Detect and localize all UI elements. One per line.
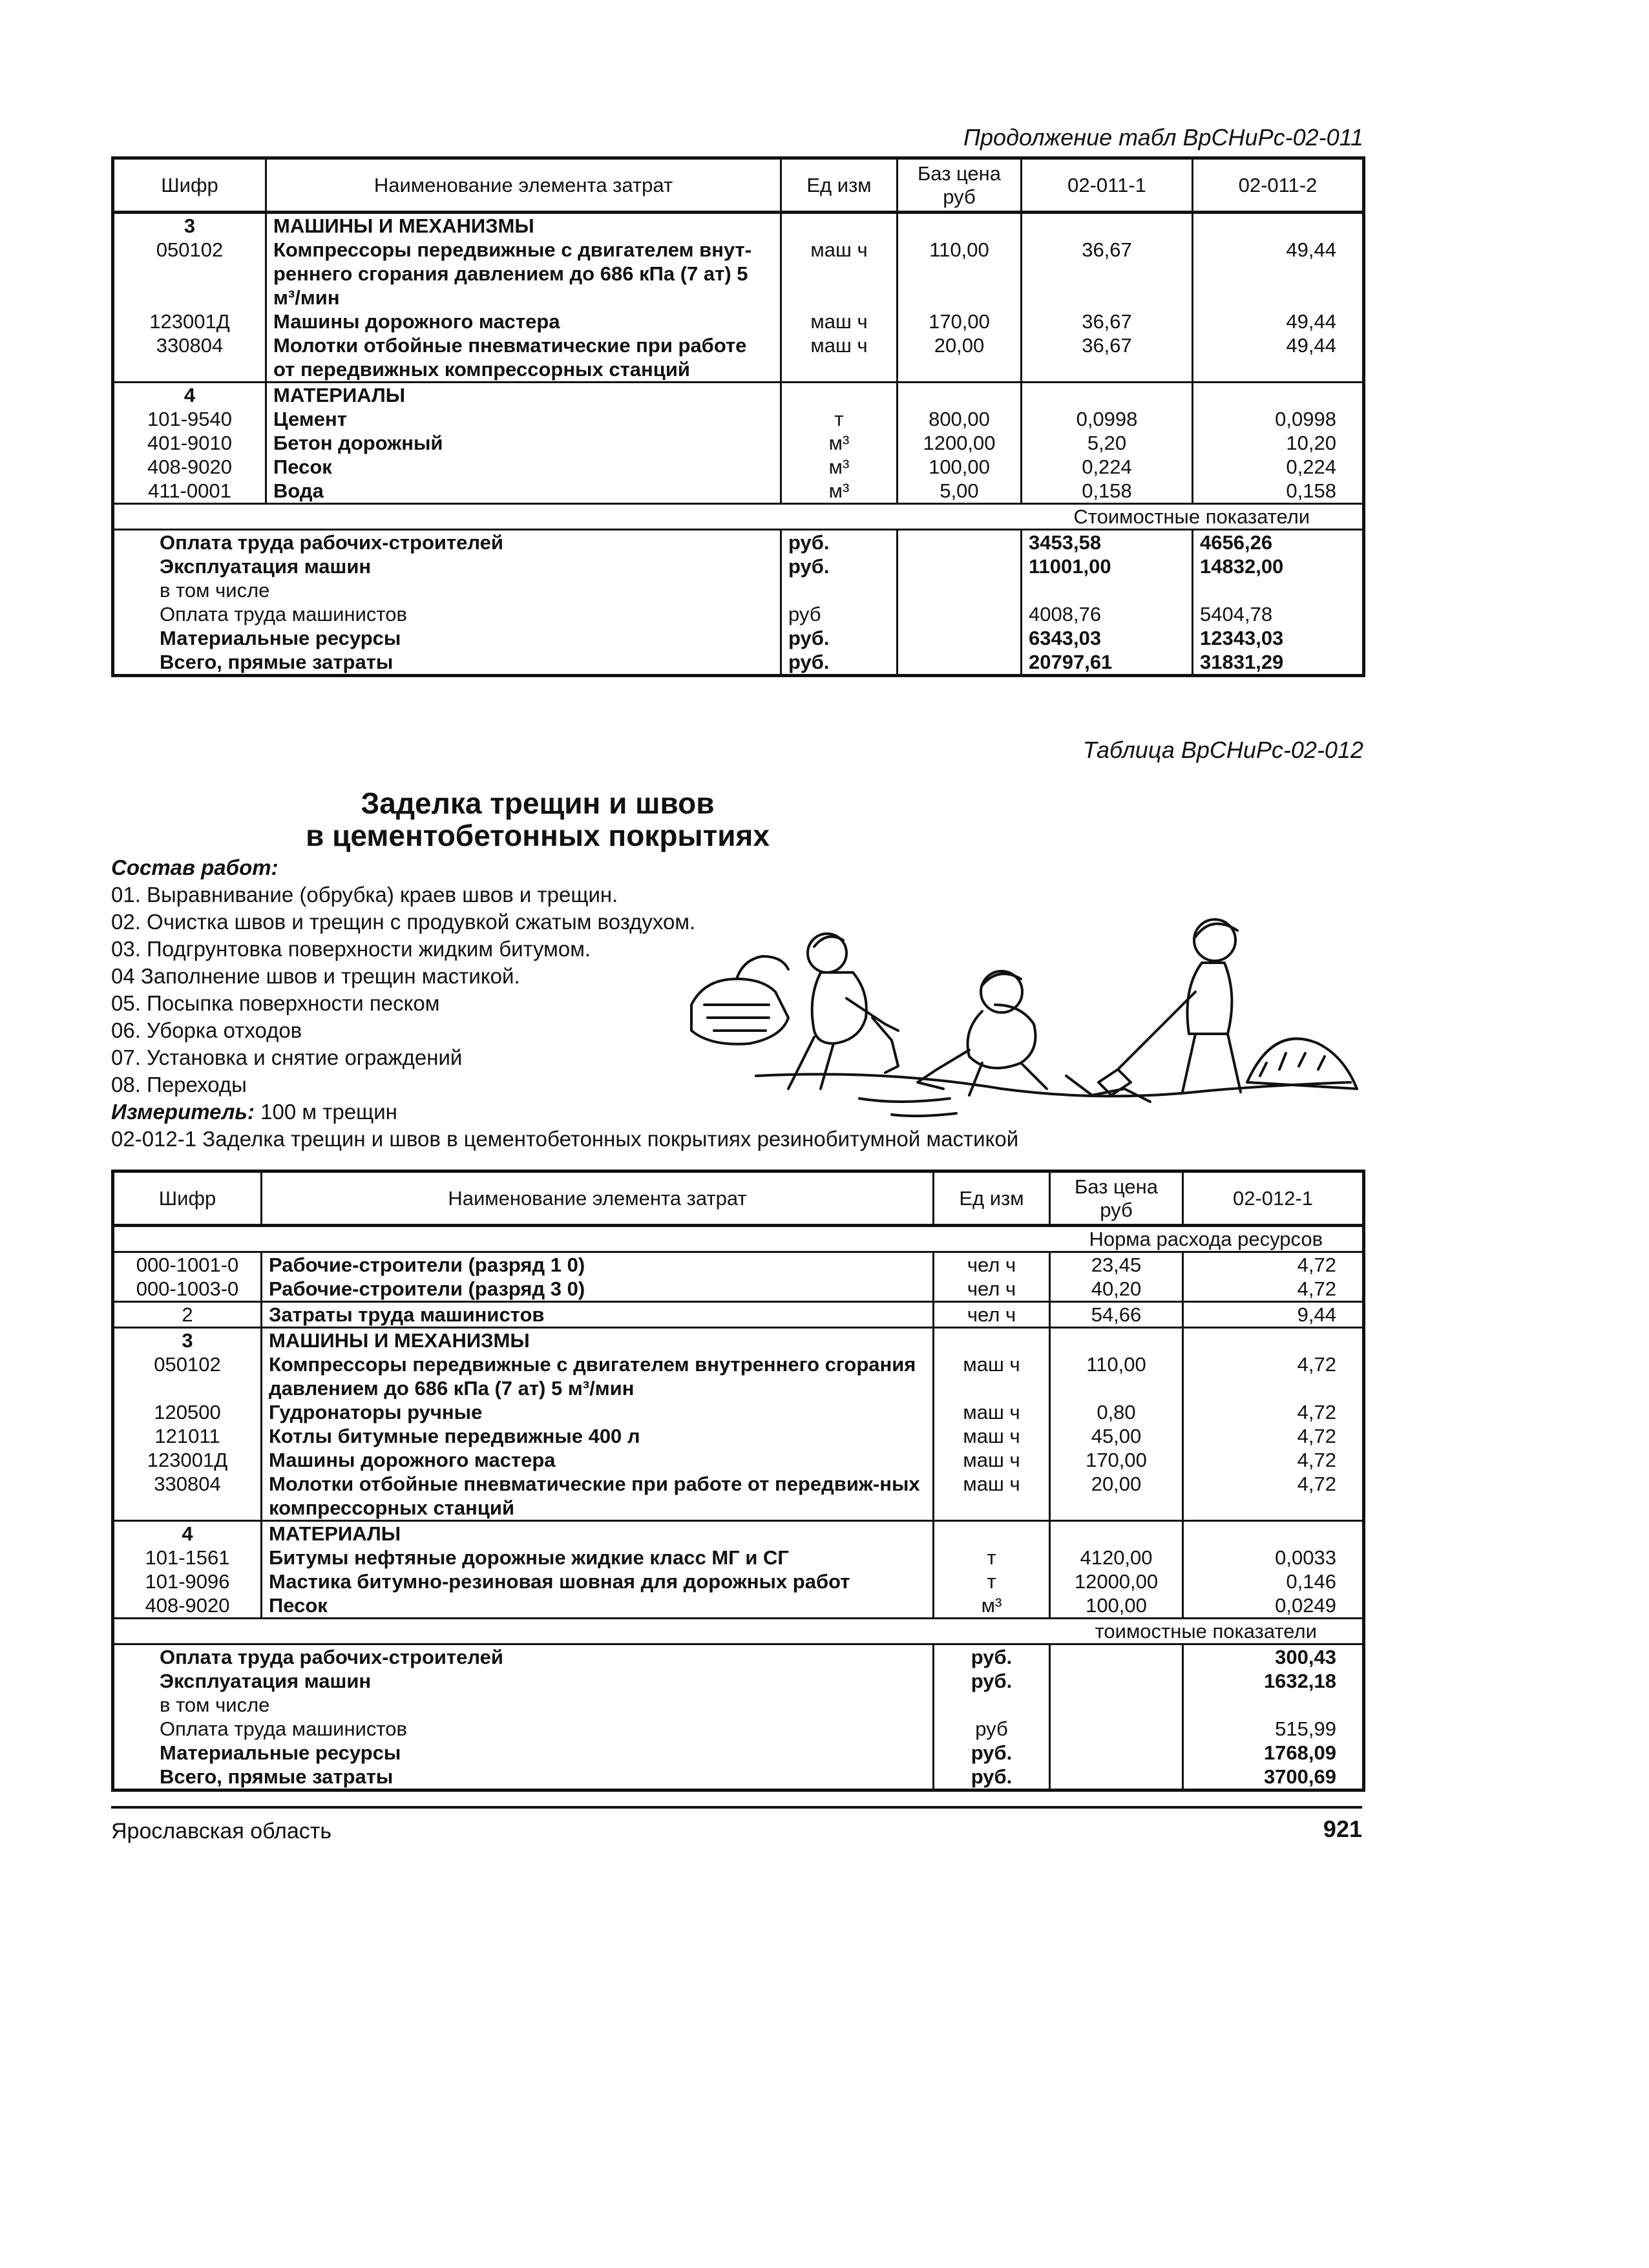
row-name: Затраты труда машинистов bbox=[262, 1302, 934, 1328]
cost-unit: руб. bbox=[934, 1669, 1050, 1693]
section-title: МАШИНЫ И МЕХАНИЗМЫ bbox=[266, 213, 781, 238]
row-name: Машины дорожного мастера bbox=[266, 310, 781, 333]
empty-cell bbox=[781, 383, 898, 408]
cost-unit: руб. bbox=[781, 626, 898, 650]
row-code: 408-9020 bbox=[145, 1594, 230, 1617]
table-row bbox=[113, 1277, 1364, 1302]
header-name: Наименование элемента затрат bbox=[262, 1171, 934, 1226]
cost-value-1: 20797,61 bbox=[1022, 650, 1193, 676]
row-name: Компрессоры передвижные с двигателем внут-реннего сгорания давлением до 686 кПа (7 ат) 5 м³/мин bbox=[266, 238, 781, 310]
cost-name: Оплата труда машинистов bbox=[160, 603, 407, 625]
table-row bbox=[113, 1472, 1364, 1521]
empty-cell bbox=[934, 1521, 1050, 1546]
table-row bbox=[113, 455, 1364, 479]
cost-row bbox=[113, 602, 1364, 626]
row-price: 110,00 bbox=[1050, 1352, 1183, 1400]
cost-name: Всего, прямые затраты bbox=[160, 1765, 394, 1788]
cost-row bbox=[113, 530, 1364, 555]
cost-unit bbox=[934, 1693, 1050, 1717]
empty-cell bbox=[1050, 1693, 1183, 1717]
row-value-1: 4,72 bbox=[1183, 1400, 1364, 1424]
subtitle: 02-012-1 Заделка трещин и швов в цементобетонных покрытиях резинобитумной мастикой bbox=[111, 1127, 1019, 1151]
row-value-1: 4,72 bbox=[1183, 1352, 1364, 1400]
cost-unit: руб. bbox=[781, 554, 898, 578]
table-row bbox=[113, 1448, 1364, 1472]
row-value-1: 0,146 bbox=[1183, 1570, 1364, 1593]
row-price: 20,00 bbox=[898, 333, 1022, 383]
empty-cell bbox=[1183, 1521, 1364, 1546]
work-item: 01. Выравнивание (обрубка) краев швов и трещин. bbox=[111, 883, 618, 907]
row-unit: маш ч bbox=[934, 1400, 1050, 1424]
header-price: Баз цена руб bbox=[1050, 1171, 1183, 1226]
empty-cell bbox=[113, 1226, 1050, 1252]
footer-region: Ярославская область bbox=[111, 1819, 332, 1843]
header-name: Наименование элемента затрат bbox=[266, 158, 781, 213]
row-value-1: 0,0033 bbox=[1183, 1546, 1364, 1570]
row-name: Песок bbox=[266, 455, 781, 479]
table-row bbox=[113, 1352, 1364, 1400]
row-name: Машины дорожного мастера bbox=[262, 1448, 934, 1472]
row-price: 40,20 bbox=[1050, 1277, 1183, 1302]
cost-unit: руб. bbox=[934, 1741, 1050, 1765]
row-price: 170,00 bbox=[898, 310, 1022, 333]
header-02-011-1: 02-011-1 bbox=[1022, 158, 1193, 213]
row-unit: т bbox=[934, 1570, 1050, 1593]
row-code: 123001Д bbox=[147, 1449, 228, 1471]
row-unit: маш ч bbox=[781, 310, 898, 333]
section-title: МАТЕРИАЛЫ bbox=[262, 1521, 934, 1546]
row-value-2: 49,44 bbox=[1193, 333, 1364, 383]
work-item: 07. Установка и снятие ограждений bbox=[111, 1045, 463, 1069]
section-code: 4 bbox=[113, 1521, 262, 1546]
row-code: 000-1003-0 bbox=[136, 1277, 239, 1300]
empty-cell bbox=[1022, 383, 1193, 408]
cost-row bbox=[113, 1693, 1364, 1717]
row-value-1: 9,44 bbox=[1183, 1302, 1364, 1328]
row-unit: маш ч bbox=[781, 333, 898, 383]
cost-value-2: 12343,03 bbox=[1193, 626, 1364, 650]
cost-row bbox=[113, 1741, 1364, 1765]
row-value-1: 36,67 bbox=[1022, 333, 1193, 383]
cost-table-02-011 bbox=[111, 156, 1365, 677]
norm-header: Норма расхода ресурсов bbox=[1089, 1228, 1323, 1250]
empty-cell bbox=[898, 213, 1022, 238]
row-code: 121011 bbox=[154, 1425, 220, 1447]
row-name: Бетон дорожный bbox=[266, 431, 781, 455]
cost-row bbox=[113, 1765, 1364, 1790]
row-unit: м³ bbox=[781, 455, 898, 479]
row-price: 100,00 bbox=[1050, 1593, 1183, 1619]
table-row bbox=[113, 1400, 1364, 1424]
section-header-row bbox=[113, 1521, 1364, 1546]
table-row bbox=[113, 333, 1364, 383]
cost-value-1: 515,99 bbox=[1183, 1717, 1364, 1741]
empty-cell bbox=[1183, 1328, 1364, 1353]
row-name: Котлы битумные передвижные 400 л bbox=[262, 1424, 934, 1448]
cost-unit bbox=[781, 578, 898, 602]
row-code: 408-9020 bbox=[147, 456, 232, 478]
row-name: Цемент bbox=[266, 407, 781, 431]
row-price: 4120,00 bbox=[1050, 1546, 1183, 1570]
empty-cell bbox=[898, 578, 1022, 602]
cost-value-1: 3453,58 bbox=[1022, 530, 1193, 555]
row-name: Молотки отбойные пневматические при работе от передвиж-ных компрессорных станций bbox=[262, 1472, 934, 1521]
table-row bbox=[113, 1424, 1364, 1448]
work-item: 02. Очистка швов и трещин с продувкой сжатым воздухом. bbox=[111, 910, 696, 934]
row-value-1: 0,0998 bbox=[1022, 407, 1193, 431]
row-value-1: 36,67 bbox=[1022, 310, 1193, 333]
cost-name: Оплата труда машинистов bbox=[160, 1717, 407, 1740]
row-price: 100,00 bbox=[898, 455, 1022, 479]
empty-cell bbox=[1050, 1717, 1183, 1741]
row-value-1: 4,72 bbox=[1183, 1448, 1364, 1472]
row-unit: маш ч bbox=[934, 1448, 1050, 1472]
row-unit: маш ч bbox=[934, 1424, 1050, 1448]
cost-value-2: 14832,00 bbox=[1193, 554, 1364, 578]
row-value-1: 4,72 bbox=[1183, 1472, 1364, 1521]
table1-caption: Продолжение табл ВрСНиРс-02-011 bbox=[963, 124, 1363, 151]
cost-row bbox=[113, 1669, 1364, 1693]
cost-value-2 bbox=[1193, 578, 1364, 602]
table-row bbox=[113, 431, 1364, 455]
cost-header: тоимостные показатели bbox=[1050, 1619, 1364, 1644]
table-row bbox=[113, 310, 1364, 333]
row-unit: чел ч bbox=[934, 1252, 1050, 1277]
section-title-line1: Заделка трещин и швов bbox=[361, 786, 715, 820]
row-code: 050102 bbox=[154, 1353, 221, 1376]
row-code: 101-9540 bbox=[147, 408, 232, 430]
cost-value-2: 5404,78 bbox=[1193, 602, 1364, 626]
cost-value-1: 1768,09 bbox=[1183, 1741, 1364, 1765]
norm-header-row bbox=[113, 1226, 1364, 1252]
cost-row bbox=[113, 650, 1364, 676]
row-value-1: 4,72 bbox=[1183, 1424, 1364, 1448]
empty-cell bbox=[1050, 1521, 1183, 1546]
header-code: Шифр bbox=[113, 158, 266, 213]
section-title bbox=[240, 787, 835, 852]
work-item: 06. Уборка отходов bbox=[111, 1018, 302, 1042]
row-name: Рабочие-строители (разряд 3 0) bbox=[262, 1277, 934, 1302]
cost-row bbox=[113, 554, 1364, 578]
work-item: 05. Посыпка поверхности песком bbox=[111, 991, 440, 1015]
table-row bbox=[113, 1252, 1364, 1277]
row-name: Рабочие-строители (разряд 1 0) bbox=[262, 1252, 934, 1277]
row-value-2: 0,224 bbox=[1193, 455, 1364, 479]
cost-row bbox=[113, 578, 1364, 602]
table-row bbox=[113, 1570, 1364, 1593]
row-price: 23,45 bbox=[1050, 1252, 1183, 1277]
footer-rule bbox=[111, 1806, 1362, 1809]
row-code: 000-1001-0 bbox=[113, 1252, 262, 1277]
empty-cell bbox=[1050, 1741, 1183, 1765]
section-header-row bbox=[113, 383, 1364, 408]
cost-name: Эксплуатация машин bbox=[160, 555, 372, 578]
empty-cell bbox=[1050, 1328, 1183, 1353]
table2-label: Таблица ВрСНиРс-02-012 bbox=[1082, 737, 1363, 763]
row-name: Компрессоры передвижные с двигателем внутреннего сгорания давлением до 686 кПа (7 ат) 5 м³/мин bbox=[262, 1352, 934, 1400]
row-code: 101-9096 bbox=[145, 1570, 230, 1593]
empty-cell bbox=[934, 1328, 1050, 1353]
empty-cell bbox=[898, 650, 1022, 676]
cost-value-1: 1632,18 bbox=[1183, 1669, 1364, 1693]
table-row bbox=[113, 1546, 1364, 1570]
row-code: 101-1561 bbox=[145, 1546, 230, 1569]
section-header-row bbox=[113, 213, 1364, 238]
cost-value-1: 300,43 bbox=[1183, 1644, 1364, 1670]
measure-value: 100 м трещин bbox=[260, 1100, 397, 1124]
empty-cell bbox=[113, 504, 1022, 530]
row-name: Битумы нефтяные дорожные жидкие класс МГ и СГ bbox=[262, 1546, 934, 1570]
row-value-1: 36,67 bbox=[1022, 238, 1193, 310]
row-value-1: 5,20 bbox=[1022, 431, 1193, 455]
row-unit: м³ bbox=[781, 431, 898, 455]
cost-value-1: 3700,69 bbox=[1183, 1765, 1364, 1790]
cost-name: Материальные ресурсы bbox=[160, 627, 401, 649]
row-value-2: 49,44 bbox=[1193, 310, 1364, 333]
empty-cell bbox=[1193, 213, 1364, 238]
cost-unit: руб. bbox=[781, 650, 898, 676]
empty-cell bbox=[1022, 213, 1193, 238]
empty-cell bbox=[898, 602, 1022, 626]
row-code: 123001Д bbox=[149, 310, 230, 333]
header-02-011-2: 02-011-2 bbox=[1193, 158, 1364, 213]
header-price: Баз цена руб bbox=[898, 158, 1022, 213]
row-unit: т bbox=[781, 407, 898, 431]
page-number: 921 bbox=[1323, 1816, 1362, 1842]
row-value-1: 4,72 bbox=[1183, 1277, 1364, 1302]
section-code: 3 bbox=[113, 1328, 262, 1353]
row-code: 120500 bbox=[154, 1401, 221, 1423]
cost-header-row bbox=[113, 1619, 1364, 1644]
cost-value-1: 6343,03 bbox=[1022, 626, 1193, 650]
row-unit: маш ч bbox=[781, 238, 898, 310]
cost-row bbox=[113, 1644, 1364, 1670]
row-price: 0,80 bbox=[1050, 1400, 1183, 1424]
table-row bbox=[113, 238, 1364, 310]
row-unit: чел ч bbox=[934, 1302, 1050, 1328]
measure-label: Измеритель: bbox=[111, 1100, 255, 1124]
row-unit: т bbox=[934, 1546, 1050, 1570]
row-code: 2 bbox=[113, 1302, 262, 1328]
empty-cell bbox=[113, 1619, 1050, 1644]
row-name: Песок bbox=[262, 1593, 934, 1619]
row-value-1: 0,158 bbox=[1022, 479, 1193, 504]
table-row bbox=[113, 479, 1364, 504]
cost-value-2: 31831,29 bbox=[1193, 650, 1364, 676]
row-value-2: 0,0998 bbox=[1193, 407, 1364, 431]
row-unit: м³ bbox=[781, 479, 898, 504]
work-item: 08. Переходы bbox=[111, 1073, 247, 1097]
row-name: Вода bbox=[266, 479, 781, 504]
row-code: 401-9010 bbox=[147, 432, 232, 454]
header-code: Шифр bbox=[113, 1171, 262, 1226]
cost-header: Стоимостные показатели bbox=[1022, 504, 1364, 530]
cost-header-row bbox=[113, 504, 1364, 530]
section-code: 4 bbox=[113, 383, 266, 408]
cost-name: Оплата труда рабочих-строителей bbox=[113, 530, 781, 555]
row-value-1: 0,224 bbox=[1022, 455, 1193, 479]
empty-cell bbox=[1050, 1765, 1183, 1790]
cost-unit: руб bbox=[934, 1717, 1050, 1741]
row-name: Молотки отбойные пневматические при работе от передвижных компрессорных станций bbox=[266, 333, 781, 383]
cost-name: Оплата труда рабочих-строителей bbox=[113, 1644, 934, 1670]
empty-cell bbox=[1050, 1644, 1183, 1670]
row-price: 45,00 bbox=[1050, 1424, 1183, 1448]
header-02-012-1: 02-012-1 bbox=[1183, 1171, 1364, 1226]
work-item: 03. Подгрунтовка поверхности жидким битумом. bbox=[111, 937, 591, 961]
row-unit: маш ч bbox=[934, 1472, 1050, 1521]
work-item: 04 Заполнение швов и трещин мастикой. bbox=[111, 964, 520, 988]
cost-value-1: 11001,00 bbox=[1022, 554, 1193, 578]
empty-cell bbox=[781, 213, 898, 238]
row-price: 20,00 bbox=[1050, 1472, 1183, 1521]
row-price: 54,66 bbox=[1050, 1302, 1183, 1328]
row-value-1: 4,72 bbox=[1183, 1252, 1364, 1277]
cost-name: Эксплуатация машин bbox=[160, 1670, 372, 1692]
row-value-2: 0,158 bbox=[1193, 479, 1364, 504]
table-row bbox=[113, 407, 1364, 431]
row-price: 5,00 bbox=[898, 479, 1022, 504]
row-unit: маш ч bbox=[934, 1352, 1050, 1400]
row-value-2: 49,44 bbox=[1193, 238, 1364, 310]
works-label: Состав работ: bbox=[111, 856, 278, 879]
row-unit: чел ч bbox=[934, 1277, 1050, 1302]
cost-name: Всего, прямые затраты bbox=[160, 651, 394, 673]
cost-value-1 bbox=[1183, 1693, 1364, 1717]
cost-value-2: 4656,26 bbox=[1193, 530, 1364, 555]
header-unit: Ед изм bbox=[934, 1171, 1050, 1226]
row-price: 800,00 bbox=[898, 407, 1022, 431]
cost-value-1 bbox=[1022, 578, 1193, 602]
row-name: Мастика битумно-резиновая шовная для дорожных работ bbox=[262, 1570, 934, 1593]
row-code: 411-0001 bbox=[148, 479, 231, 502]
header-unit: Ед изм bbox=[781, 158, 898, 213]
row-price: 170,00 bbox=[1050, 1448, 1183, 1472]
row-value-1: 0,0249 bbox=[1183, 1593, 1364, 1619]
row-code: 050102 bbox=[156, 238, 224, 261]
workers-illustration bbox=[678, 908, 1363, 1121]
row-name: Гудронаторы ручные bbox=[262, 1400, 934, 1424]
row-value-2: 10,20 bbox=[1193, 431, 1364, 455]
cost-unit: руб bbox=[781, 602, 898, 626]
cost-row bbox=[113, 1717, 1364, 1741]
cost-name: Материальные ресурсы bbox=[160, 1741, 401, 1764]
section-title: МАШИНЫ И МЕХАНИЗМЫ bbox=[262, 1328, 934, 1353]
row-price: 1200,00 bbox=[898, 431, 1022, 455]
table-row bbox=[113, 1593, 1364, 1619]
cost-unit: руб. bbox=[934, 1765, 1050, 1790]
cost-row bbox=[113, 626, 1364, 650]
section-header-row bbox=[113, 1328, 1364, 1353]
empty-cell bbox=[898, 530, 1022, 555]
empty-cell bbox=[898, 383, 1022, 408]
empty-cell bbox=[898, 554, 1022, 578]
empty-cell bbox=[1193, 383, 1364, 408]
cost-name: в том числе bbox=[160, 579, 270, 602]
empty-cell bbox=[1050, 1669, 1183, 1693]
row-code: 330804 bbox=[156, 334, 224, 357]
cost-unit: руб. bbox=[781, 530, 898, 555]
empty-cell bbox=[898, 626, 1022, 650]
section-title-line2: в цементобетонных покрытиях bbox=[306, 819, 770, 852]
row-unit: м³ bbox=[934, 1593, 1050, 1619]
row-code: 330804 bbox=[154, 1473, 221, 1495]
row-price: 110,00 bbox=[898, 238, 1022, 310]
workers-sketch-svg bbox=[678, 908, 1363, 1121]
table-row bbox=[113, 1302, 1364, 1328]
cost-value-1: 4008,76 bbox=[1022, 602, 1193, 626]
section-code: 3 bbox=[113, 213, 266, 238]
row-price: 12000,00 bbox=[1050, 1570, 1183, 1593]
cost-table-02-012 bbox=[111, 1170, 1365, 1792]
cost-unit: руб. bbox=[934, 1644, 1050, 1670]
section-title: МАТЕРИАЛЫ bbox=[266, 383, 781, 408]
cost-name: в том числе bbox=[160, 1694, 270, 1716]
